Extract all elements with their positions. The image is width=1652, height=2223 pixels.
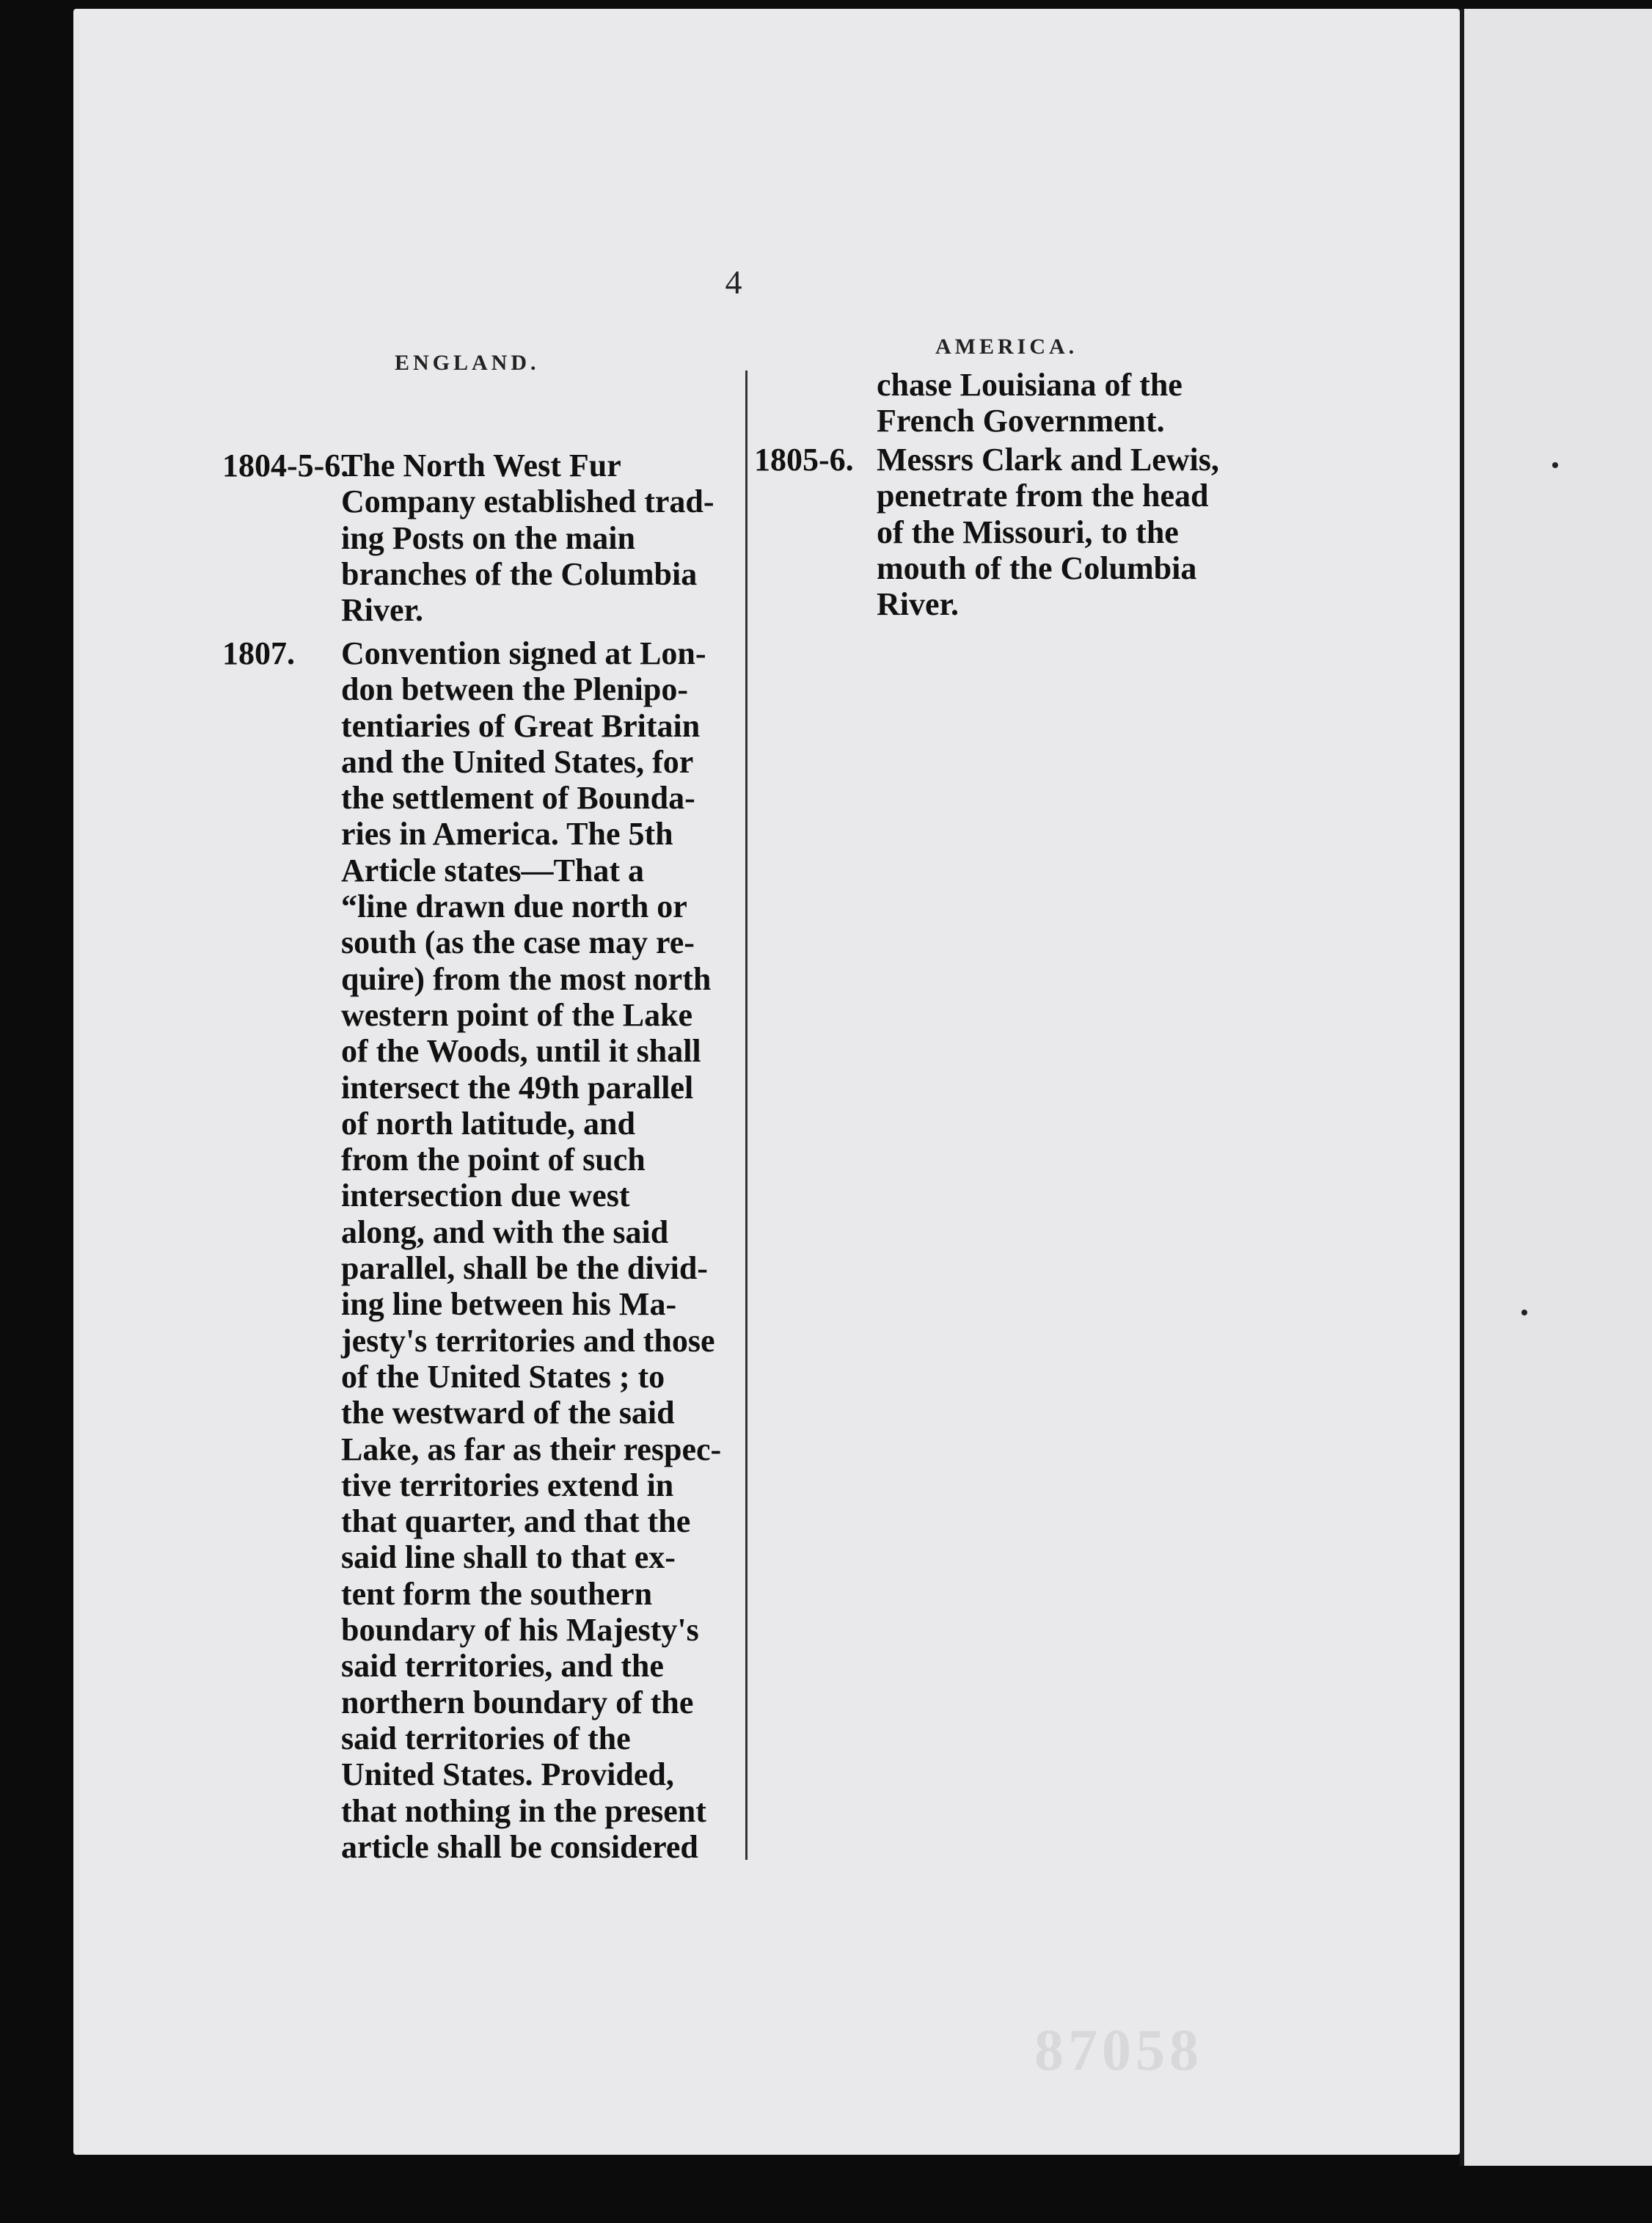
text-line: United States. Provided, [341, 1756, 674, 1793]
text-line: intersect the 49th parallel [341, 1069, 694, 1106]
text-line: said territories, and the [341, 1648, 664, 1684]
text-line: boundary of his Majesty's [341, 1612, 699, 1649]
page-number: 4 [725, 263, 742, 301]
text-line: tive territories extend in [341, 1467, 674, 1503]
entry-text [341, 448, 723, 628]
text-line: ries in America. The 5th [341, 816, 673, 853]
ink-speck [1521, 1310, 1527, 1315]
text-line: penetrate from the head [877, 478, 1209, 514]
text-line: tentiaries of Great Britain [341, 707, 701, 744]
text-line: of the Woods, until it shall [341, 1033, 701, 1070]
text-line: said territories of the [341, 1720, 631, 1756]
text-line: and the United States, for [341, 743, 694, 780]
text-line: The North West Fur [341, 448, 621, 483]
entry-year: 1804-5-6. [222, 448, 349, 483]
text-line: intersection due west [341, 1178, 630, 1214]
text-line: of north latitude, and [341, 1105, 635, 1142]
text-line: western point of the Lake [341, 996, 693, 1033]
text-line: River. [877, 586, 960, 623]
library-stamp: 87058 [1034, 2018, 1203, 2083]
text-line: tent form the southern [341, 1575, 653, 1612]
entry-year: 1807. [222, 635, 295, 671]
text-line: northern boundary of the [341, 1684, 694, 1720]
text-line: parallel, shall be the divid- [341, 1250, 708, 1287]
text-line: from the point of such [341, 1142, 646, 1178]
text-line: the settlement of Bounda- [341, 780, 695, 817]
text-line: mouth of the Columbia [877, 550, 1197, 586]
text-line: said line shall to that ex- [341, 1539, 676, 1576]
text-line: Messrs Clark and Lewis, [877, 442, 1219, 478]
text-line: don between the Plenipo- [341, 671, 688, 708]
entry-year: 1805-6. [754, 442, 854, 478]
entry-text [877, 442, 1265, 622]
text-line: along, and with the said [341, 1213, 669, 1250]
america-heading: AMERICA. [935, 335, 1078, 359]
text-line: French Government. [877, 403, 1165, 439]
text-line: Lake, as far as their respec- [341, 1431, 722, 1467]
america-continuation [877, 367, 1183, 439]
entry-text [341, 635, 730, 1865]
text-line: of the Missouri, to the [877, 514, 1179, 550]
text-line: of the United States ; to [341, 1358, 665, 1395]
adjacent-page-edge [1460, 9, 1652, 2166]
ink-speck [1552, 462, 1558, 468]
text-line: article shall be considered [341, 1828, 698, 1865]
text-line: “line drawn due north or [341, 888, 687, 925]
text-line: River. [341, 592, 424, 629]
text-line: south (as the case may re- [341, 924, 695, 961]
text-line: that quarter, and that the [341, 1503, 691, 1540]
text-line: jesty's territories and those [341, 1322, 715, 1359]
text-line: branches of the Columbia [341, 555, 698, 592]
text-line: quire) from the most north [341, 960, 712, 997]
england-heading: ENGLAND. [395, 351, 540, 375]
document-page [73, 9, 1460, 2155]
text-line: the westward of the said [341, 1395, 675, 1431]
text-line: ing Posts on the main [341, 519, 635, 556]
text-line: Article states—That a [341, 852, 645, 888]
text-line: Convention signed at Lon- [341, 635, 706, 671]
column-divider [745, 370, 748, 1860]
text-line: ing line between his Ma- [341, 1286, 677, 1323]
text-line: Company established trad- [341, 483, 714, 520]
text-line: chase Louisiana of the [877, 367, 1183, 403]
text-line: that nothing in the present [341, 1792, 706, 1829]
